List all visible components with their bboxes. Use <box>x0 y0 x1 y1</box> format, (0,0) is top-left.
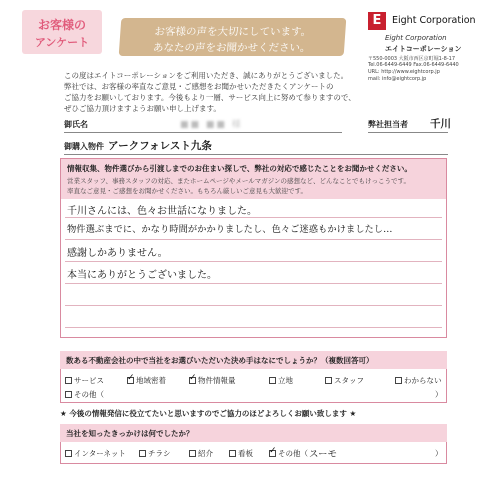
q2-options <box>60 442 447 464</box>
company-name-en: Eight Corporation <box>385 34 447 42</box>
feedback-rule <box>65 261 442 262</box>
handwritten-line-1: 千川さんには、色々お世話になりました。 <box>67 206 257 217</box>
q1-option-service[interactable]: サービス <box>65 375 104 386</box>
checkbox-checked[interactable] <box>189 377 196 384</box>
company-mail: mail: info@eightcorp.jp <box>368 76 427 82</box>
q1-options <box>60 369 447 403</box>
staff-value: 千川 <box>430 118 451 130</box>
handwritten-line-4: 本当にありがとうございました。 <box>67 270 217 281</box>
feedback-rule <box>65 305 442 306</box>
company-logo-icon: E <box>368 12 386 30</box>
banner-line-2: あなたの声をお聞かせください。 <box>152 42 311 54</box>
name-label: 御氏名 <box>64 120 88 129</box>
staff-label: 弊社担当者 <box>368 120 408 129</box>
feedback-rule <box>65 239 442 240</box>
feedback-title: 情報収集、物件選びから引渡しまでのお住まい探しで、弊社の対応で感じたことをお聞かせください。 <box>67 164 412 173</box>
feedback-box <box>60 158 447 338</box>
feedback-rule <box>65 217 442 218</box>
property-underline <box>64 154 448 155</box>
q2-option-signboard[interactable]: 看板 <box>229 448 253 459</box>
intro-line-1: この度はエイトコーポレーションをご利用いただき、誠にありがとうございました。 <box>64 71 349 80</box>
survey-badge <box>22 10 102 54</box>
intro-line-3: ご協力をお願いしております。今後もより一層、サービス向上に努めて参りますので、 <box>64 93 356 102</box>
checkbox[interactable] <box>229 450 236 457</box>
q2-option-other[interactable]: ✓ その他（ <box>269 448 308 459</box>
q2-other-close: ） <box>435 449 443 458</box>
q1-option-location[interactable]: 立地 <box>269 375 293 386</box>
q1-option-unknown[interactable]: わからない <box>395 375 442 386</box>
company-address: 〒550-0003 大阪市西区京町堀1-8-17 <box>368 56 455 62</box>
name-value: ■■ ■■ 様 <box>180 120 243 130</box>
name-underline <box>64 132 342 133</box>
company-name-ja: エイトコーポレーション <box>385 45 462 53</box>
q1-option-staff[interactable]: スタッフ <box>325 375 364 386</box>
q1-option-local[interactable]: ✓ 地域密着 <box>127 375 166 386</box>
feedback-subtitle-1: 営業スタッフ、事務スタッフの対応、またホームページやメールマガジンの感想など、どんなことでもけっこうです。 <box>67 177 411 185</box>
q1-header <box>60 351 447 369</box>
checkbox[interactable] <box>139 450 146 457</box>
q2-other-value: スーモ <box>309 449 338 460</box>
banner-line-1: お客様の声を大切にしています。 <box>154 26 312 38</box>
company-url: URL: http://www.eightcorp.jp <box>368 69 440 75</box>
q2-option-internet[interactable]: インターネット <box>65 448 126 459</box>
handwritten-line-3: 感謝しかありません。 <box>67 248 168 259</box>
q1-title: 数ある不動産会社の中で当社をお選びいただいた決め手はなにでしょうか？（複数回答可） <box>66 356 374 365</box>
q2-header <box>60 424 447 442</box>
feedback-rule <box>65 283 442 284</box>
badge-line-1: お客様の <box>37 18 86 32</box>
header-banner <box>119 18 347 56</box>
checkbox[interactable] <box>65 391 72 398</box>
intro-line-2: 弊社では、お客様の率直なご意見・ご感想をお聞かせいただきたくアンケートの <box>64 82 334 91</box>
company-phone: Tel.06-6449-6449 Fax.06-6449-6440 <box>368 62 459 68</box>
property-value: アークフォレスト九条 <box>108 140 212 152</box>
staff-underline <box>368 132 448 133</box>
q1-option-other[interactable]: その他（ <box>65 389 104 400</box>
badge-line-2: アンケート <box>34 36 90 49</box>
handwritten-line-2: 物件選ぶまでに、かなり時間がかかりましたし、色々ご迷惑もかけましたし… <box>67 224 393 235</box>
checkbox-checked[interactable] <box>269 450 276 457</box>
checkbox-checked[interactable] <box>127 377 134 384</box>
q2-option-flyer[interactable]: チラシ <box>139 448 171 459</box>
checkbox[interactable] <box>65 377 72 384</box>
checkbox[interactable] <box>189 450 196 457</box>
feedback-subtitle-2: 率直なご意見・ご感想をお聞かせください。もちろん厳しいご意見も大歓迎です。 <box>67 187 307 195</box>
logo-name: Eight Corporation <box>392 15 476 26</box>
q1-other-close: ） <box>435 390 443 399</box>
intro-line-4: ぜひご協力頂けますようお願い申し上げます。 <box>64 104 221 113</box>
property-label: 御購入物件 <box>64 142 104 151</box>
checkbox[interactable] <box>65 450 72 457</box>
q1-option-listings[interactable]: ✓ 物件情報量 <box>189 375 236 386</box>
info-request-note: ★ 今後の情報発信に役立てたいと思いますのでご協力のほどよろしくお願い致します ★ <box>60 409 357 418</box>
checkbox[interactable] <box>325 377 332 384</box>
feedback-header <box>61 159 446 199</box>
checkbox[interactable] <box>395 377 402 384</box>
q2-title: 当社を知ったきっかけは何でしたか？ <box>66 429 194 438</box>
checkbox[interactable] <box>269 377 276 384</box>
q2-option-referral[interactable]: 紹介 <box>189 448 213 459</box>
feedback-rule <box>65 327 442 328</box>
